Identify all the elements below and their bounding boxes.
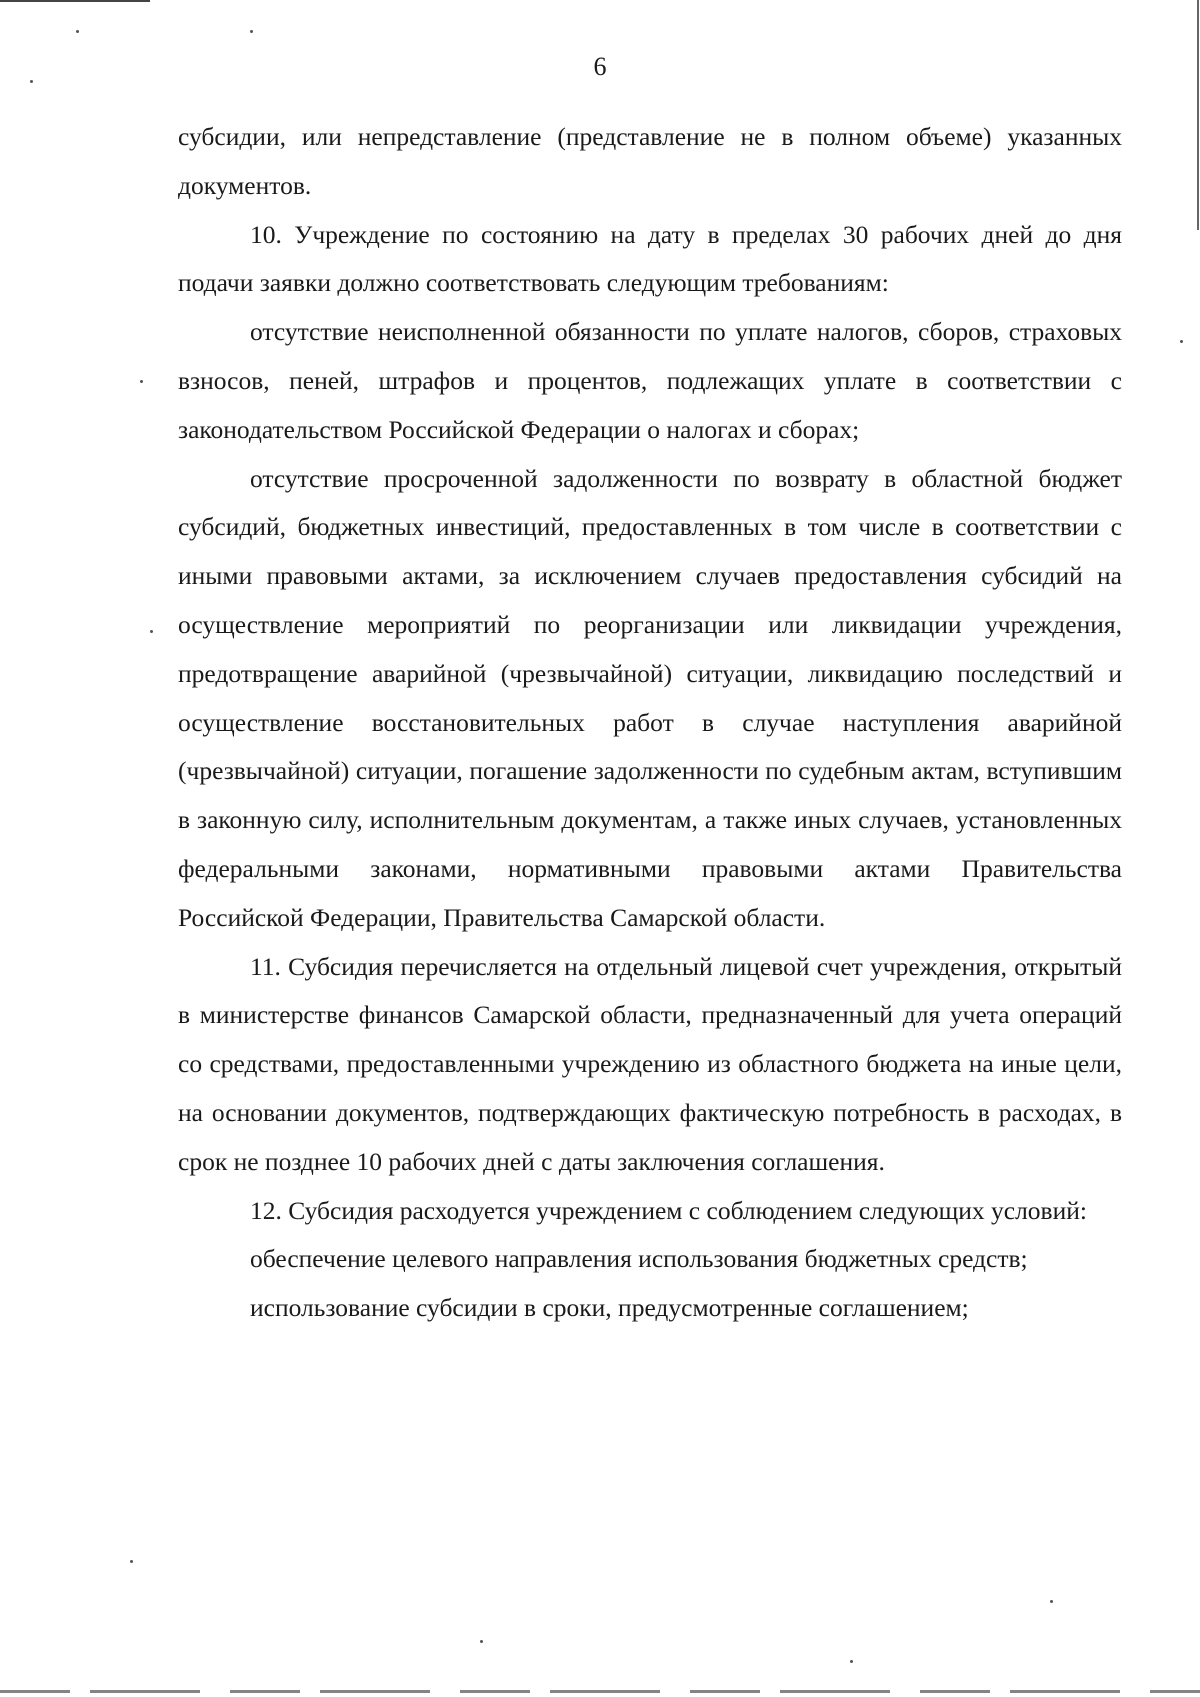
scan-speck: [140, 380, 143, 383]
paragraph-item-12: 12. Субсидия расходуется учреждением с соблюдением следующих условий:: [250, 1195, 1087, 1225]
paragraph-requirement-debt: отсутствие просроченной задолженности по возврату в областной бюджет субсидий, бюджетных инвестиций, предоставленных в том числе в соответствии с иными правовыми актами, за исключением случаев предоставления субсидий на осуществление мероприятий по реорганизации или ликвидации учреждения, предотвращение аварийной (чрезвычайной) ситуации, ликвидацию последствий и осуществление восстановительных работ в случае наступления аварийной (чрезвычайной) ситуации, погашение задолженности по судебным актам, вступившим в законную силу, исполнительным документам, а также иных случаев, установленных федеральными законами, нормативными правовыми актами Правительства Российской Федерации, Правительства Самарской области.: [178, 463, 1122, 932]
scan-speck: [150, 630, 153, 633]
scan-edge-right: [1197, 0, 1199, 230]
paragraph-condition-terms: использование субсидии в сроки, предусмотренные соглашением;: [250, 1293, 969, 1323]
paragraph-requirement-taxes: отсутствие неисполненной обязанности по уплате налогов, сборов, страховых взносов, пеней, штрафов и процентов, подлежащих уплате в соответствии с законодательством Российской Федерации о налогах и сборах;: [178, 317, 1122, 444]
scan-edge-top: [0, 0, 150, 2]
scan-speck: [1180, 340, 1183, 343]
scan-edge-bottom: [0, 1690, 1200, 1693]
scan-speck: [1050, 1600, 1053, 1603]
document-body: [178, 113, 1122, 1333]
page-number: 6: [593, 52, 607, 81]
scan-speck: [76, 30, 79, 33]
paragraph-item-10: 10. Учреждение по состоянию на дату в пределах 30 рабочих дней до дня подачи заявки должно соответствовать следующим требованиям:: [178, 219, 1122, 298]
scan-speck: [850, 1660, 853, 1663]
scan-speck: [130, 1560, 133, 1563]
scan-speck: [250, 30, 253, 33]
paragraph-continuation: субсидии, или непредставление (представление не в полном объеме) указанных документов.: [178, 122, 1122, 200]
paragraph-condition-target-use: обеспечение целевого направления использования бюджетных средств;: [250, 1244, 1028, 1274]
paragraph-item-11: 11. Субсидия перечисляется на отдельный лицевой счет учреждения, открытый в министерстве финансов Самарской области, предназначенный для учета операций со средствами, предоставленными учреждению из областного бюджета на иные цели, на основании документов, подтверждающих фактическую потребность в расходах, в срок не позднее 10 рабочих дней с даты заключения соглашения.: [178, 951, 1122, 1176]
scan-speck: [480, 1640, 483, 1643]
